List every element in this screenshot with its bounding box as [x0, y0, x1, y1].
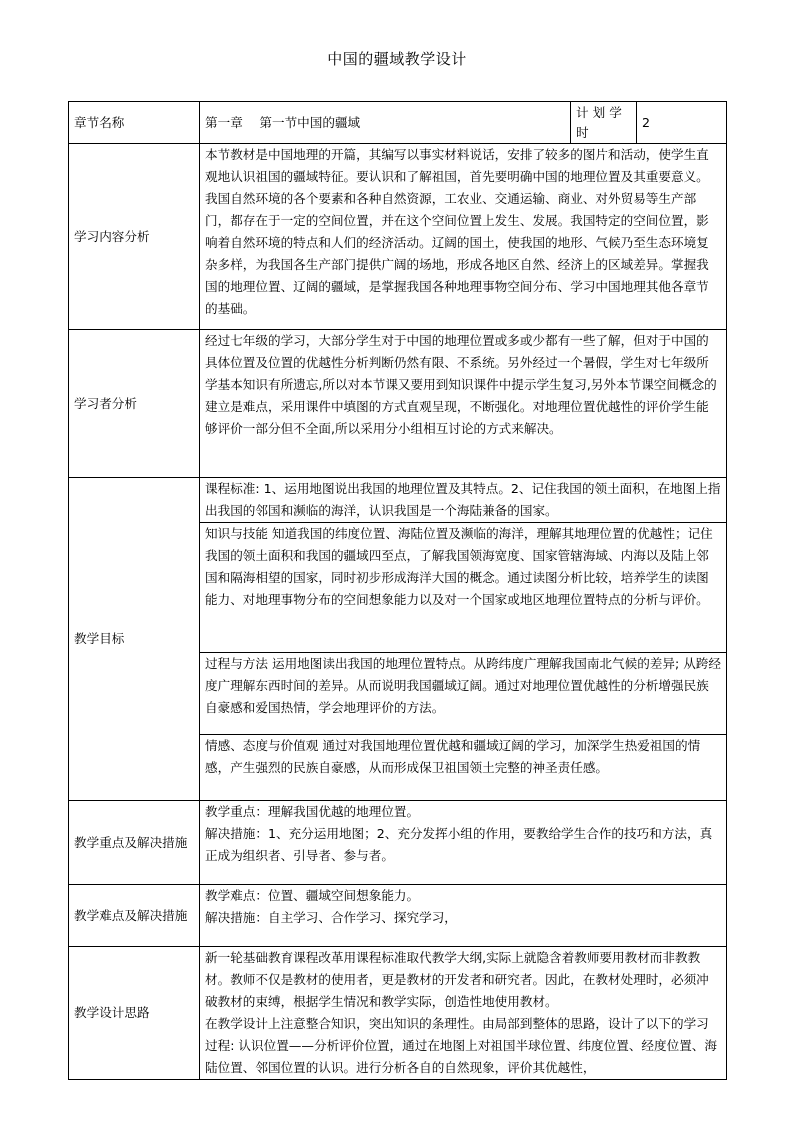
goal-standard-row	[69, 478, 727, 523]
content-analysis-text: 本节教材是中国地理的开篇，其编写以事实材料说话，安排了较多的图片和活动，使学生直观地认识祖国的疆域特征。要认识和了解祖国，首先要明确中国的地理位置及其重要意义。我国自然环境的各个要素和各种自然资源，工农业、交通运输、商业、对外贸易等生产部门，都存在于一定的空间位置，并在这个空间位置上发生、发展。我国特定的空间位置，影响着自然环境的特点和人们的经济活动。辽阔的国土，使我国的地形、气候乃至生态环境复杂多样，为我国各生产部门提供广阔的场地，形成各地区自然、经济上的区域差异。掌握我国的地理位置、辽阔的疆域，是掌握我国各种地理事物空间分布、学习中国地理其他各章节的基础。	[200, 144, 727, 330]
content-analysis-row	[69, 144, 727, 330]
goals-label: 教学目标	[69, 478, 200, 801]
key-point-text: 教学重点：理解我国优越的地理位置。	[205, 804, 420, 819]
learner-analysis-label: 学习者分析	[69, 330, 200, 478]
chapter-name: 第一章 第一节中国的疆域	[200, 102, 571, 144]
hours-value: 2	[637, 102, 727, 144]
difficulties-label: 教学难点及解决措施	[69, 885, 200, 947]
difficulty-text: 教学难点：位置、疆域空间想象能力。	[205, 888, 420, 903]
key-points-cell	[200, 801, 727, 885]
goal-standard-text: 课程标准: 1、运用地图说出我国的地理位置及其特点。2、记住我国的领土面积，在地图上指出我国的邻国和濒临的海洋，认识我国是一个海陆兼备的国家。	[200, 478, 727, 523]
lesson-plan-table	[68, 101, 727, 1080]
design-paragraph-1: 新一轮基础教育课程改革用课程标准取代教学大纲,实际上就隐含着教师要用教材而非教教材。教师不仅是教材的使用者，更是教材的开发者和研究者。因此，在教材处理时，必须冲破教材的束缚，根据学生情况和教学实际，创造性地使用教材。	[205, 950, 709, 1009]
content-analysis-label: 学习内容分析	[69, 144, 200, 330]
learner-analysis-row	[69, 330, 727, 478]
difficulty-solution: 解决措施：自主学习、合作学习、探究学习，	[205, 910, 457, 925]
learner-analysis-text: 经过七年级的学习，大部分学生对于中国的地理位置或多或少都有一些了解，但对于中国的具体位置及位置的优越性分析判断仍然有限、不系统。另外经过一个暑假，学生对七年级所学基本知识有所遗忘,所以对本节课又要用到知识课件中提示学生复习,另外本节课空间概念的建立是难点，采用课件中填图的方式直观呈现，不断强化。对地理位置优越性的评价学生能够评价一部分但不全面,所以采用分小组相互讨论的方式来解决。	[200, 330, 727, 478]
design-label: 教学设计思路	[69, 947, 200, 1080]
page-title: 中国的疆域教学设计	[327, 50, 467, 68]
key-point-solution: 解决措施：1、充分运用地图；2、充分发挥小组的作用，要教给学生合作的技巧和方法，真正成为组织者、引导者、参与者。	[205, 826, 713, 863]
design-cell	[200, 947, 727, 1080]
chapter-label: 章节名称	[69, 102, 200, 144]
design-row	[69, 947, 727, 1080]
goal-process-text: 过程与方法 运用地图读出我国的地理位置特点。从跨纬度广理解我国南北气候的差异; 从跨经度广理解东西时间的差异。从而说明我国疆域辽阔。通过对地理位置优越性的分析增强民族自豪感和爱国热情，学会地理评价的方法。	[200, 653, 727, 735]
key-points-row	[69, 801, 727, 885]
goal-knowledge-text: 知识与技能 知道我国的纬度位置、海陆位置及濒临的海洋，理解其地理位置的优越性；记住我国的领土面积和我国的疆域四至点，了解我国领海宽度、国家管辖海域、内海以及陆上邻国和隔海相望的国家，同时初步形成海洋大国的概念。通过读图分析比较，培养学生的读图能力、对地理事物分布的空间想象能力以及对一个国家或地区地理位置特点的分析与评价。	[200, 523, 727, 653]
difficulties-cell	[200, 885, 727, 947]
hours-label: 计 划 学 时	[571, 102, 637, 144]
difficulties-row	[69, 885, 727, 947]
chapter-row	[69, 102, 727, 144]
key-points-label: 教学重点及解决措施	[69, 801, 200, 885]
design-paragraph-2: 在教学设计上注意整合知识，突出知识的条理性。由局部到整体的思路，设计了以下的学习过程: 认识位置——分析评价位置，通过在地图上对祖国半球位置、纬度位置、经度位置、海陆位置、邻国位置的认识。进行分析各自的自然现象，评价其优越性，	[205, 1016, 717, 1075]
goal-emotion-text: 情感、态度与价值观 通过对我国地理位置优越和疆域辽阔的学习，加深学生热爱祖国的情感，产生强烈的民族自豪感，从而形成保卫祖国领土完整的神圣责任感。	[200, 735, 727, 801]
